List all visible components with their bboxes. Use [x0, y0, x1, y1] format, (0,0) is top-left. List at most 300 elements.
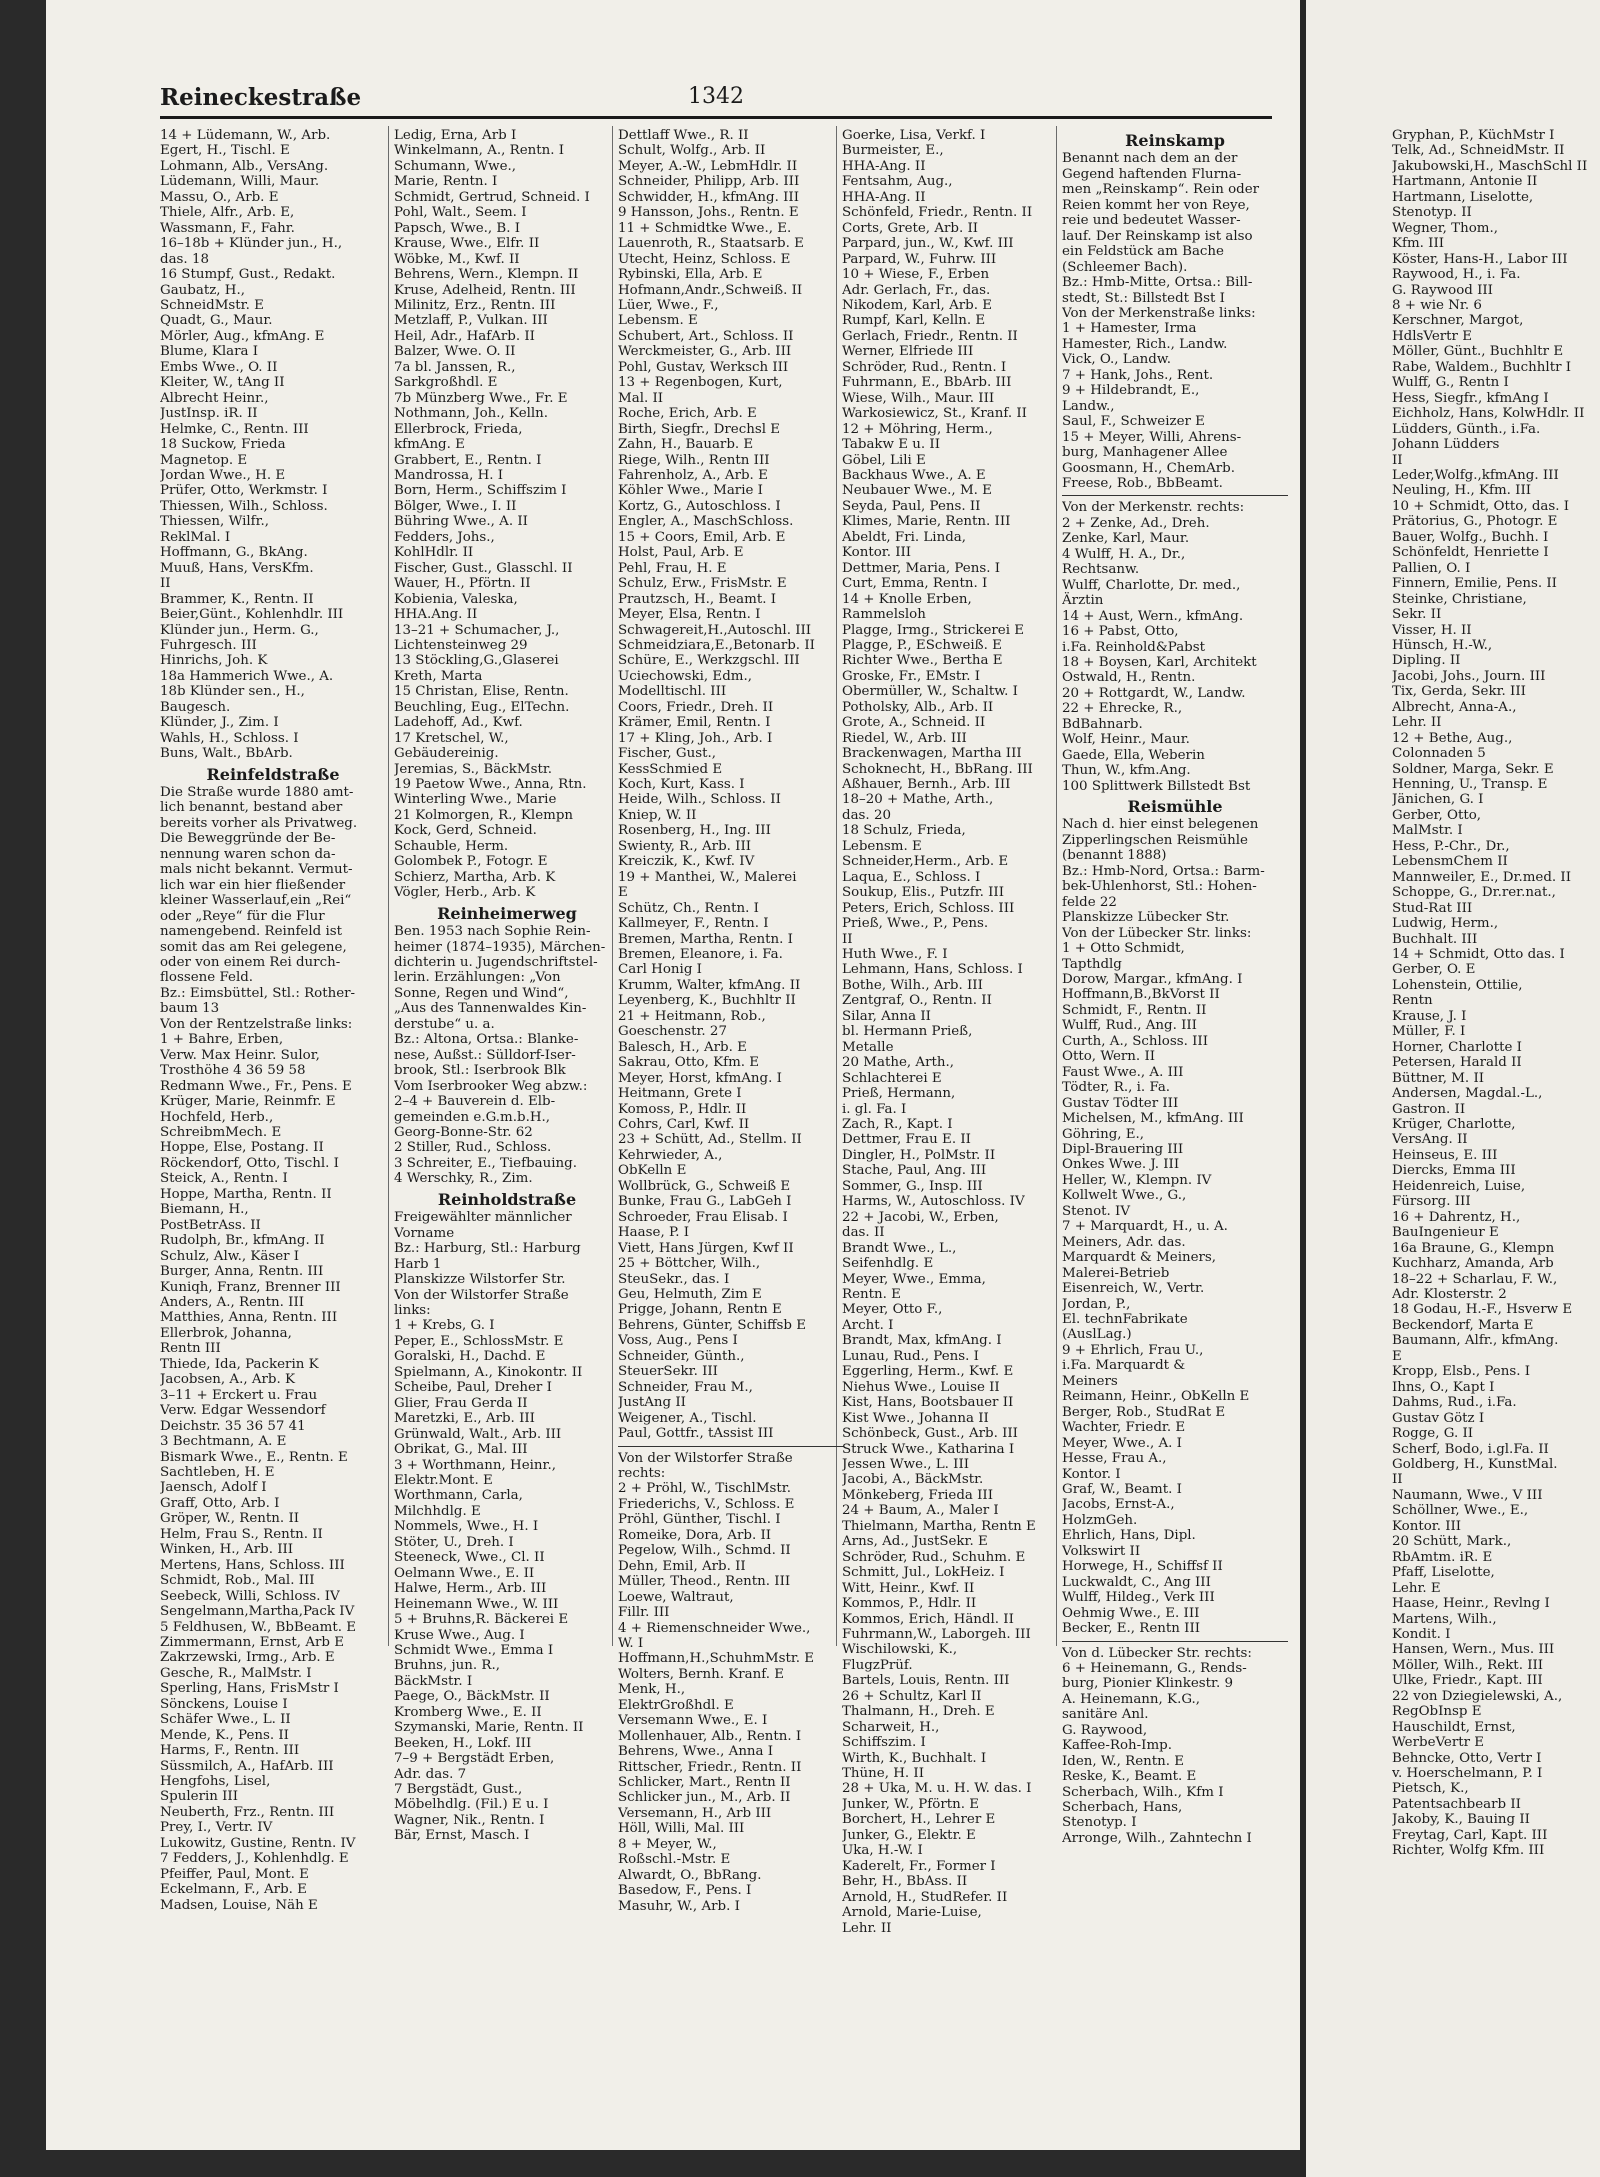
directory-entry: Lehmann, Hans, Schloss. I: [842, 962, 1023, 978]
directory-entry: 16–18b + Klünder jun., H.,: [160, 236, 343, 252]
directory-entry: Utecht, Heinz, Schloss. E: [618, 251, 791, 267]
directory-entry: 10 + Wiese, F., Erben: [842, 267, 990, 283]
directory-entry: Sarkgroßhdl. E: [394, 375, 498, 391]
directory-entry: HHA-Ang. II: [842, 158, 926, 174]
directory-entry: Schroeder, Frau Elisab. I: [618, 1209, 788, 1225]
directory-entry: v. Hoerschelmann, P. I: [1392, 1766, 1543, 1782]
directory-entry: Cohrs, Carl, Kwf. II: [618, 1117, 750, 1132]
directory-entry: PostBetrAss. II: [160, 1217, 261, 1233]
directory-entry: Graf, W., Beamt. I: [1062, 1481, 1182, 1497]
directory-entry: Ladehoff, Ad., Kwf.: [394, 715, 523, 731]
directory-entry: Tix, Gerda, Sekr. III: [1392, 684, 1526, 700]
directory-entry: Pegelow, Wilh., Schmd. II: [618, 1543, 791, 1559]
directory-entry: Heitmann, Grete I: [618, 1086, 742, 1102]
directory-entry: Junker, W., Pförtn. E: [842, 1796, 980, 1812]
directory-entry: 28 + Uka, M. u. H. W. das. I: [842, 1781, 1032, 1797]
directory-entry: 9 + Hildebrandt, E.,: [1062, 383, 1200, 399]
directory-entry: Jänichen, G. I: [1392, 792, 1484, 808]
directory-entry: HHA.Ang. II: [394, 607, 478, 623]
directory-entry: Balzer, Wwe. O. II: [394, 344, 516, 360]
directory-entry: Uciechowski, Edm.,: [618, 668, 752, 684]
directory-entry: Kerschner, Margot,: [1392, 313, 1524, 329]
directory-entry: Rosenberg, H., Ing. III: [618, 823, 771, 839]
directory-entry: Wegner, Thom.,: [1392, 220, 1498, 236]
directory-entry: Brammer, K., Rentn. II: [160, 591, 314, 607]
directory-entry: Koch, Kurt, Kass. I: [618, 777, 745, 793]
directory-entry: Kaffee-Roh-Imp.: [1062, 1738, 1172, 1754]
directory-entry: ein Feldstück am Bache: [1062, 244, 1224, 260]
directory-entry: Vom Iserbrooker Weg abzw.:: [394, 1078, 588, 1094]
directory-entry: Steinke, Christiane,: [1392, 591, 1527, 607]
directory-entry: (AuslLag.): [1062, 1327, 1132, 1343]
directory-entry: 19 Paetow Wwe., Anna, Rtn.: [394, 777, 587, 793]
directory-entry: Plagge, P., ESchweiß. E: [842, 637, 1002, 653]
directory-entry: Sakrau, Otto, Kfm. E: [618, 1055, 760, 1071]
directory-entry: Telk, Ad., SchneidMstr. II: [1392, 143, 1565, 159]
directory-entry: Seyda, Paul, Pens. II: [842, 498, 981, 514]
directory-entry: Büttner, M. II: [1392, 1070, 1485, 1086]
directory-column-1: [160, 128, 386, 2088]
directory-entry: Beuchling, Eug., ElTechn.: [394, 699, 570, 715]
directory-entry: Ellerbrok, Johanna,: [160, 1325, 292, 1341]
directory-entry: Schmidt Wwe., Emma I: [394, 1642, 554, 1658]
directory-entry: Bz.: Altona, Ortsa.: Blanke-: [394, 1032, 579, 1048]
directory-entry: Köhler Wwe., Marie I: [618, 483, 763, 499]
directory-entry: Milchhdlg. E: [394, 1503, 481, 1519]
directory-entry: 2 + Pröhl, W., TischlMstr.: [618, 1481, 791, 1497]
directory-entry: 14 + Schmidt, Otto das. I: [1392, 947, 1565, 963]
directory-entry: 13 + Regenbogen, Kurt,: [618, 375, 783, 391]
directory-entry: Klünder jun., Herm. G.,: [160, 622, 319, 638]
directory-entry: Jacobsen, A., Arb. K: [160, 1372, 296, 1388]
directory-entry: Warkosiewicz, St., Kranf. II: [842, 406, 1027, 422]
directory-entry: 14 + Aust, Wern., kfmAng.: [1062, 608, 1244, 624]
directory-entry: Martens, Wilh.,: [1392, 1611, 1497, 1627]
directory-entry: MalMstr. I: [1392, 823, 1463, 839]
directory-entry: Georg-Bonne-Str. 62: [394, 1125, 533, 1140]
directory-entry: Von der Wilstorfer Straße: [618, 1450, 793, 1466]
directory-entry: somit das am Rei gelegene,: [160, 939, 347, 955]
directory-entry: Kontor. III: [842, 545, 912, 561]
directory-entry: dichterin u. Jugendschriftstel-: [394, 955, 598, 971]
directory-entry: Szymanski, Marie, Rentn. II: [394, 1720, 584, 1736]
directory-entry: Hünsch, H.-W.,: [1392, 637, 1493, 653]
directory-entry: Dipling. II: [1392, 653, 1461, 669]
directory-entry: Voss, Aug., Pens I: [618, 1333, 738, 1349]
directory-entry: Lehr. II: [1392, 715, 1442, 731]
directory-entry: 1 + Bahre, Erben,: [160, 1032, 284, 1048]
directory-entry: Schlicker, Mart., Rentn II: [618, 1775, 791, 1791]
directory-entry: Schneider, Günth.,: [618, 1348, 745, 1364]
directory-entry: Tödter, R., i. Fa.: [1062, 1080, 1171, 1096]
directory-entry: G. Raywood III: [1392, 282, 1493, 298]
directory-entry: Müller, Theod., Rentn. III: [618, 1574, 791, 1590]
directory-entry: Witt, Heinr., Kwf. II: [842, 1580, 975, 1596]
directory-entry: Lebensm. E: [842, 838, 922, 854]
directory-entry: Ihns, O., Kapt I: [1392, 1379, 1495, 1395]
directory-entry: Finnern, Emilie, Pens. II: [1392, 576, 1557, 592]
directory-entry: Fahrenholz, A., Arb. E: [618, 467, 768, 483]
directory-entry: Krüger, Charlotte,: [1392, 1117, 1516, 1132]
directory-entry: Faust Wwe., A. III: [1062, 1064, 1184, 1080]
directory-entry: Roßschl.-Mstr. E: [618, 1852, 731, 1868]
directory-entry: Bruhns, jun. R.,: [394, 1658, 501, 1674]
directory-entry: Kreth, Marta: [394, 668, 483, 684]
directory-entry: Jeremias, S., BäckMstr.: [394, 761, 553, 777]
directory-entry: Von der Rentzelstraße links:: [160, 1016, 353, 1032]
directory-entry: Kobienia, Valeska,: [394, 591, 518, 607]
directory-entry: Albrecht, Anna-A.,: [1392, 699, 1517, 715]
directory-entry: Quadt, G., Maur.: [160, 313, 273, 329]
directory-entry: Albrecht Heinr.,: [160, 390, 269, 406]
directory-entry: links:: [394, 1302, 431, 1318]
directory-entry: Plagge, Irmg., Strickerei E: [842, 622, 1025, 638]
directory-entry: Wassmann, F., Fahr.: [160, 220, 295, 236]
directory-entry: Steick, A., Rentn. I: [160, 1171, 288, 1187]
directory-entry: Eckelmann, F., Arb. E: [160, 1882, 307, 1898]
directory-entry: Wirth, K., Buchhalt. I: [842, 1750, 987, 1766]
directory-entry: Hengfohs, Lisel,: [160, 1774, 271, 1790]
directory-entry: Von d. Lübecker Str. rechts:: [1062, 1645, 1252, 1661]
directory-entry: burg, Pionier Klinkestr. 9: [1062, 1676, 1233, 1692]
directory-entry: Haase, Heinr., Revlng I: [1392, 1596, 1550, 1612]
directory-entry: Kallmeyer, F., Rentn. I: [618, 916, 769, 932]
directory-entry: Hamester, Rich., Landw.: [1062, 336, 1228, 352]
directory-entry: Schröder, Rud., Rentn. I: [842, 359, 1007, 375]
directory-entry: Neuling, H., Kfm. III: [1392, 483, 1532, 499]
directory-entry: Hesse, Frau A.,: [1062, 1451, 1167, 1467]
directory-entry: 15 Christan, Elise, Rentn.: [394, 684, 569, 700]
directory-entry: Dettmer, Frau E. II: [842, 1132, 971, 1148]
directory-entry: BäckMstr. I: [394, 1673, 473, 1689]
directory-entry: lich war ein hier fließender: [160, 877, 346, 893]
directory-entry: Meyer, Wwe., Emma,: [842, 1271, 986, 1287]
directory-entry: Reske, K., Beamt. E: [1062, 1769, 1197, 1785]
directory-entry: II: [1392, 452, 1403, 468]
directory-entry: Heinemann Wwe., W. III: [394, 1596, 559, 1612]
directory-entry: 5 Feldhusen, W., BbBeamt. E: [160, 1619, 357, 1635]
directory-entry: Curth, A., Schloss. III: [1062, 1033, 1208, 1049]
directory-entry: flossene Feld.: [160, 970, 254, 986]
directory-entry: Behrens, Wwe., Anna I: [618, 1744, 774, 1760]
directory-entry: Jordan Wwe., H. E: [160, 467, 286, 483]
directory-entry: Grabbert, E., Rentn. I: [394, 452, 542, 468]
directory-entry: Mende, K., Pens. II: [160, 1727, 289, 1743]
directory-entry: (Schleemer Bach).: [1062, 259, 1188, 275]
directory-entry: Prieß, Wwe., P., Pens.: [842, 916, 989, 932]
directory-entry: Blume, Klara I: [160, 344, 259, 360]
directory-entry: Wagner, Nik., Rentn. I: [394, 1812, 545, 1828]
directory-entry: 14 + Lüdemann, W., Arb.: [160, 128, 331, 143]
directory-entry: Nommels, Wwe., H. I: [394, 1519, 539, 1535]
directory-entry: Bremen, Martha, Rentn. I: [618, 931, 793, 947]
directory-entry: Mörler, Aug., kfmAng. E: [160, 328, 325, 344]
directory-entry: Pehl, Frau, H. E: [618, 560, 727, 576]
directory-entry: Oelmann Wwe., E. II: [394, 1565, 535, 1581]
directory-entry: Schönfeldt, Henriette I: [1392, 545, 1549, 561]
directory-entry: 16a Braune, G., Klempn: [1392, 1240, 1555, 1256]
directory-entry: Hansen, Wern., Mus. III: [1392, 1642, 1555, 1658]
directory-entry: Sekr. II: [1392, 607, 1442, 623]
directory-entry: Jakubowski,H., MaschSchl II: [1392, 158, 1588, 174]
directory-entry: Kreiczik, K., Kwf. IV: [618, 854, 755, 870]
directory-column-5: [1062, 128, 1288, 2088]
directory-entry: Steeneck, Wwe., Cl. II: [394, 1550, 545, 1566]
directory-entry: Schönbeck, Gust., Arb. III: [842, 1426, 1018, 1442]
directory-entry: Eichholz, Hans, KolwHdlr. II: [1392, 406, 1585, 422]
directory-entry: Lüdemann, Willi, Maur.: [160, 174, 320, 190]
directory-entry: Struck Wwe., Katharina I: [842, 1441, 1015, 1457]
directory-entry: Rittscher, Friedr., Rentn. II: [618, 1759, 802, 1775]
directory-entry: Lüdders, Günth., i.Fa.: [1392, 421, 1541, 437]
directory-entry: Bölger, Wwe., I. II: [394, 498, 517, 514]
directory-entry: Thielmann, Martha, Rentn E: [842, 1518, 1036, 1534]
directory-entry: Dettmer, Maria, Pens. I: [842, 560, 1000, 576]
directory-entry: 4 Werschky, R., Zim.: [394, 1171, 533, 1187]
directory-entry: Naumann, Wwe., V III: [1392, 1487, 1543, 1503]
directory-entry: Fuhrmann,W., Laborgeh. III: [842, 1626, 1031, 1642]
directory-entry: Deichstr. 35 36 57 41: [160, 1418, 306, 1434]
directory-entry: Friederichs, V., Schloss. E: [618, 1496, 795, 1512]
directory-entry: Thalmann, H., Dreh. E: [842, 1704, 995, 1720]
directory-entry: (benannt 1888): [1062, 848, 1167, 864]
directory-entry: Scherbach, Wilh., Kfm I: [1062, 1784, 1224, 1800]
directory-entry: Milinitz, Erz., Rentn. III: [394, 297, 556, 313]
directory-entry: Hofmann,Andr.,Schweiß. II: [618, 282, 803, 298]
directory-entry: Hoffmann,H.,SchuhmMstr. E: [618, 1651, 815, 1667]
directory-entry: Abeldt, Fri. Linda,: [842, 529, 967, 545]
directory-entry: Kaderelt, Fr., Former I: [842, 1858, 996, 1874]
directory-entry: nese, Außst.: Sülldorf-Iser-: [394, 1047, 576, 1063]
directory-entry: Peper, E., SchlossMstr. E: [394, 1333, 564, 1349]
directory-entry: 13–21 + Schumacher, J.,: [394, 622, 560, 638]
directory-entry: das. 20: [842, 807, 891, 823]
directory-entry: Helm, Frau S., Rentn. II: [160, 1526, 323, 1542]
directory-entry: Basedow, F., Pens. I: [618, 1883, 752, 1899]
directory-entry: 7 + Marquardt, H., u. A.: [1062, 1219, 1228, 1235]
directory-entry: Ludwig, Herm.,: [1392, 916, 1499, 932]
directory-entry: Landw.,: [1062, 398, 1115, 414]
directory-entry: Zentgraf, O., Rentn. II: [842, 993, 992, 1009]
directory-entry: lerin. Erzählungen: „Von: [394, 970, 561, 986]
directory-entry: Köster, Hans-H., Labor III: [1392, 251, 1568, 267]
directory-entry: Dehn, Emil, Arb. II: [618, 1558, 746, 1574]
directory-entry: Pohl, Gustav, Werksch III: [618, 359, 789, 375]
directory-entry: Zimmermann, Ernst, Arb E: [160, 1634, 344, 1650]
directory-entry: lauf. Der Reinskamp ist also: [1062, 228, 1253, 244]
directory-entry: Hess, P.-Chr., Dr.,: [1392, 838, 1510, 854]
directory-entry: Schmeidziara,E.,Betonarb. II: [618, 637, 815, 653]
directory-entry: Freytag, Carl, Kapt. III: [1392, 1827, 1548, 1843]
directory-entry: 3 Schreiter, E., Tiefbauing.: [394, 1155, 577, 1171]
directory-entry: kfmAng. E: [394, 437, 465, 453]
directory-entry: Werckmeister, G., Arb. III: [618, 344, 792, 360]
directory-entry: Kortz, G., Autoschloss. I: [618, 498, 781, 514]
directory-entry: Uka, H.-W. I: [842, 1843, 923, 1859]
directory-entry: Vögler, Herb., Arb. K: [394, 885, 536, 901]
directory-entry: 18a Hammerich Wwe., A.: [160, 668, 334, 684]
directory-entry: Fuhrmann, E., BbArb. III: [842, 375, 1012, 391]
directory-entry: Rudolph, Br., kfmAng. II: [160, 1233, 325, 1249]
directory-entry: Becker, E., Rentn III: [1062, 1621, 1201, 1637]
directory-entry: Romeike, Dora, Arb. II: [618, 1527, 772, 1543]
directory-entry: Paul, Gottfr., tAssist III: [618, 1426, 774, 1442]
directory-entry: Engler, A., MaschSchloss.: [618, 514, 794, 530]
directory-entry: Geu, Helmuth, Zim E: [618, 1286, 762, 1302]
street-section-title: Reinheimerweg: [437, 903, 577, 923]
directory-entry: Vick, O., Landw.: [1062, 352, 1172, 368]
directory-entry: 7 Bergstädt, Gust.,: [394, 1782, 523, 1798]
directory-entry: Meyer, Otto F.,: [842, 1302, 943, 1318]
directory-entry: Kehrwieder, A.,: [618, 1147, 723, 1163]
street-section-title: Reinholdstraße: [437, 1189, 577, 1209]
directory-entry: 7–9 + Bergstädt Erben,: [394, 1751, 555, 1767]
directory-entry: Meyer, Wwe., A. I: [1062, 1435, 1182, 1451]
directory-entry: Malerei-Betrieb: [1062, 1265, 1170, 1281]
directory-entry: bl. Hermann Prieß,: [842, 1024, 973, 1040]
directory-entry: Meyer, Horst, kfmAng. I: [618, 1070, 782, 1086]
directory-entry: Lunau, Rud., Pens. I: [842, 1348, 979, 1364]
directory-entry: Lukowitz, Gustine, Rentn. IV: [160, 1835, 356, 1851]
directory-entry: Horner, Charlotte I: [1392, 1039, 1522, 1055]
directory-entry: HdlsVertr E: [1392, 328, 1472, 344]
directory-entry: Gerber, Otto,: [1392, 807, 1482, 823]
directory-entry: Saul, F., Schweizer E: [1062, 414, 1205, 430]
directory-entry: Gerber, O. E: [1392, 962, 1476, 978]
directory-entry: Matthies, Anna, Rentn. III: [160, 1310, 338, 1326]
directory-entry: Dipl-Brauering III: [1062, 1142, 1184, 1157]
directory-entry: Gaede, Ella, Weberin: [1062, 747, 1205, 763]
directory-entry: Hoffmann,B.,BkVorst II: [1062, 987, 1220, 1003]
directory-entry: Rumpf, Karl, Kelln. E: [842, 313, 986, 329]
directory-entry: Ledig, Erna, Arb I: [394, 128, 517, 143]
directory-entry: Wischilowski, K.,: [842, 1642, 958, 1658]
directory-entry: 100 Splittwerk Billstedt Bst: [1062, 778, 1251, 794]
directory-entry: Klimes, Marie, Rentn. III: [842, 514, 1011, 530]
directory-entry: Loewe, Waltraut,: [618, 1589, 734, 1605]
directory-entry: Benannt nach dem an der: [1062, 151, 1238, 167]
directory-entry: 20 + Rottgardt, W., Landw.: [1062, 685, 1246, 701]
directory-entry: Gustav Götz I: [1392, 1410, 1485, 1426]
directory-entry: Schmidt, Gertrud, Schneid. I: [394, 189, 590, 205]
directory-entry: Schoppe, G., Dr.rer.nat.,: [1392, 885, 1556, 901]
directory-entry: Sengelmann,Martha,Pack IV: [160, 1604, 355, 1620]
directory-entry: Hinrichs, Joh. K: [160, 653, 268, 669]
directory-entry: WerbeVertr E: [1392, 1735, 1485, 1751]
directory-entry: Prüfer, Otto, Werkmstr. I: [160, 483, 328, 499]
directory-entry: Elektr.Mont. E: [394, 1472, 493, 1488]
directory-entry: Obrikat, G., Mal. III: [394, 1442, 528, 1458]
directory-entry: 7 Fedders, J., Kohlenhdlg. E: [160, 1851, 349, 1867]
directory-entry: Birth, Siegfr., Drechsl E: [618, 421, 781, 437]
directory-entry: Brandt, Max, kfmAng. I: [842, 1333, 1002, 1349]
directory-entry: Gegend haftenden Flurna-: [1062, 166, 1242, 182]
directory-entry: Soldner, Marga, Sekr. E: [1392, 761, 1554, 777]
directory-entry: Grünwald, Walt., Arb. III: [394, 1426, 562, 1442]
directory-entry: Gröper, W., Rentn. II: [160, 1511, 300, 1527]
directory-entry: Kruse Wwe., Aug. I: [394, 1627, 525, 1643]
directory-entry: VersAng. II: [1392, 1132, 1468, 1148]
directory-entry: Thiele, Alfr., Arb. E,: [160, 205, 295, 221]
directory-entry: brook, Stl.: Iserbrook Blk: [394, 1063, 566, 1079]
directory-entry: Holst, Paul, Arb. E: [618, 545, 744, 561]
directory-entry: LebensmChem II: [1392, 854, 1508, 870]
directory-entry: Archt. I: [842, 1317, 894, 1333]
directory-entry: 8 + Meyer, W.,: [618, 1836, 717, 1852]
directory-entry: Lehr. E: [1392, 1580, 1441, 1596]
directory-entry: Scherf, Bodo, i.gl.Fa. II: [1392, 1441, 1549, 1457]
directory-entry: 3–11 + Erckert u. Frau: [160, 1387, 318, 1403]
directory-entry: Kollwelt Wwe., G.,: [1062, 1188, 1187, 1204]
directory-entry: Pietsch, K.,: [1392, 1781, 1469, 1797]
directory-entry: Reien kommt her von Reye,: [1062, 197, 1250, 213]
directory-entry: reie und bedeutet Wasser-: [1062, 213, 1241, 229]
directory-entry: Gebäudereinig.: [394, 746, 499, 762]
directory-entry: 22 + Ehrecke, R.,: [1062, 701, 1183, 717]
directory-entry: Schmidt, Rob., Mal. III: [160, 1573, 315, 1589]
directory-entry: Curt, Emma, Rentn. I: [842, 576, 988, 592]
directory-entry: 7b Münzberg Wwe., Fr. E: [394, 390, 568, 406]
directory-entry: 2–4 + Bauverein d. Elb-: [394, 1094, 556, 1110]
directory-entry: Redmann Wwe., Fr., Pens. E: [160, 1078, 352, 1094]
directory-entry: Silar, Anna II: [842, 1008, 931, 1024]
directory-entry: Schöllner, Wwe., E.,: [1392, 1503, 1529, 1519]
directory-entry: Schäfer Wwe., L. II: [160, 1712, 291, 1728]
directory-entry: Vorname: [394, 1225, 455, 1241]
directory-entry: Rybinski, Ella, Arb. E: [618, 267, 763, 283]
directory-entry: Anders, A., Rentn. III: [160, 1294, 305, 1310]
directory-entry: Buchhalt. III: [1392, 931, 1478, 947]
directory-entry: Johann Lüdders: [1392, 437, 1500, 453]
directory-entry: Sachtleben, H. E: [160, 1464, 275, 1480]
directory-entry: Behrens, Günter, Schiffsb E: [618, 1317, 806, 1333]
directory-entry: Schwagereit,H.,Autoschl. III: [618, 622, 812, 638]
directory-entry: 16 Stumpf, Gust., Redakt.: [160, 267, 336, 283]
directory-entry: Leyenberg, K., Buchhltr II: [618, 993, 796, 1009]
directory-entry: Zahn, H., Bauarb. E: [618, 437, 754, 453]
directory-entry: Ellerbrock, Frieda,: [394, 421, 523, 437]
directory-entry: Burger, Anna, Rentn. III: [160, 1264, 324, 1280]
directory-entry: Prigge, Johann, Rentn E: [618, 1302, 782, 1318]
directory-entry: 15 + Meyer, Willi, Ahrens-: [1062, 429, 1242, 445]
directory-entry: stedt, St.: Billstedt Bst I: [1062, 290, 1225, 306]
directory-entry: 9 + Ehrlich, Frau U.,: [1062, 1342, 1204, 1358]
directory-entry: Jakoby, K., Bauing II: [1392, 1812, 1530, 1828]
directory-entry: Sönckens, Louise I: [160, 1696, 288, 1712]
directory-entry: SchneidMstr. E: [160, 297, 264, 313]
directory-entry: Hoppe, Else, Postang. II: [160, 1140, 324, 1156]
directory-entry: 7 + Hank, Johs., Rent.: [1062, 367, 1214, 383]
directory-entry: Komoss, P., Hdlr. II: [618, 1101, 747, 1117]
directory-entry: Eggerling, Herm., Kwf. E: [842, 1364, 1014, 1380]
directory-entry: das. 18: [160, 251, 209, 267]
directory-entry: Krämer, Emil, Rentn. I: [618, 715, 771, 731]
directory-entry: Heide, Wilh., Schloss. II: [618, 792, 781, 808]
directory-entry: Zakrzewski, Irmg., Arb. E: [160, 1650, 335, 1666]
directory-entry: Göhring, E.,: [1062, 1126, 1145, 1142]
directory-entry: Wolters, Bernh. Kranf. E: [618, 1666, 784, 1682]
directory-entry: 9 Hansson, Johs., Rentn. E: [618, 205, 799, 221]
directory-entry: Maretzki, E., Arb. III: [394, 1411, 535, 1427]
directory-entry: Dorow, Margar., kfmAng. I: [1062, 972, 1243, 988]
directory-entry: Coors, Friedr., Dreh. II: [618, 699, 774, 715]
directory-entry: Thiede, Ida, Packerin K: [160, 1356, 319, 1372]
directory-entry: Rentn. E: [842, 1286, 901, 1302]
directory-entry: E: [1392, 1348, 1402, 1364]
directory-entry: Winterling Wwe., Marie: [394, 792, 557, 808]
directory-entry: Gastron. II: [1392, 1101, 1466, 1117]
directory-entry: Kontor. I: [1062, 1466, 1121, 1482]
